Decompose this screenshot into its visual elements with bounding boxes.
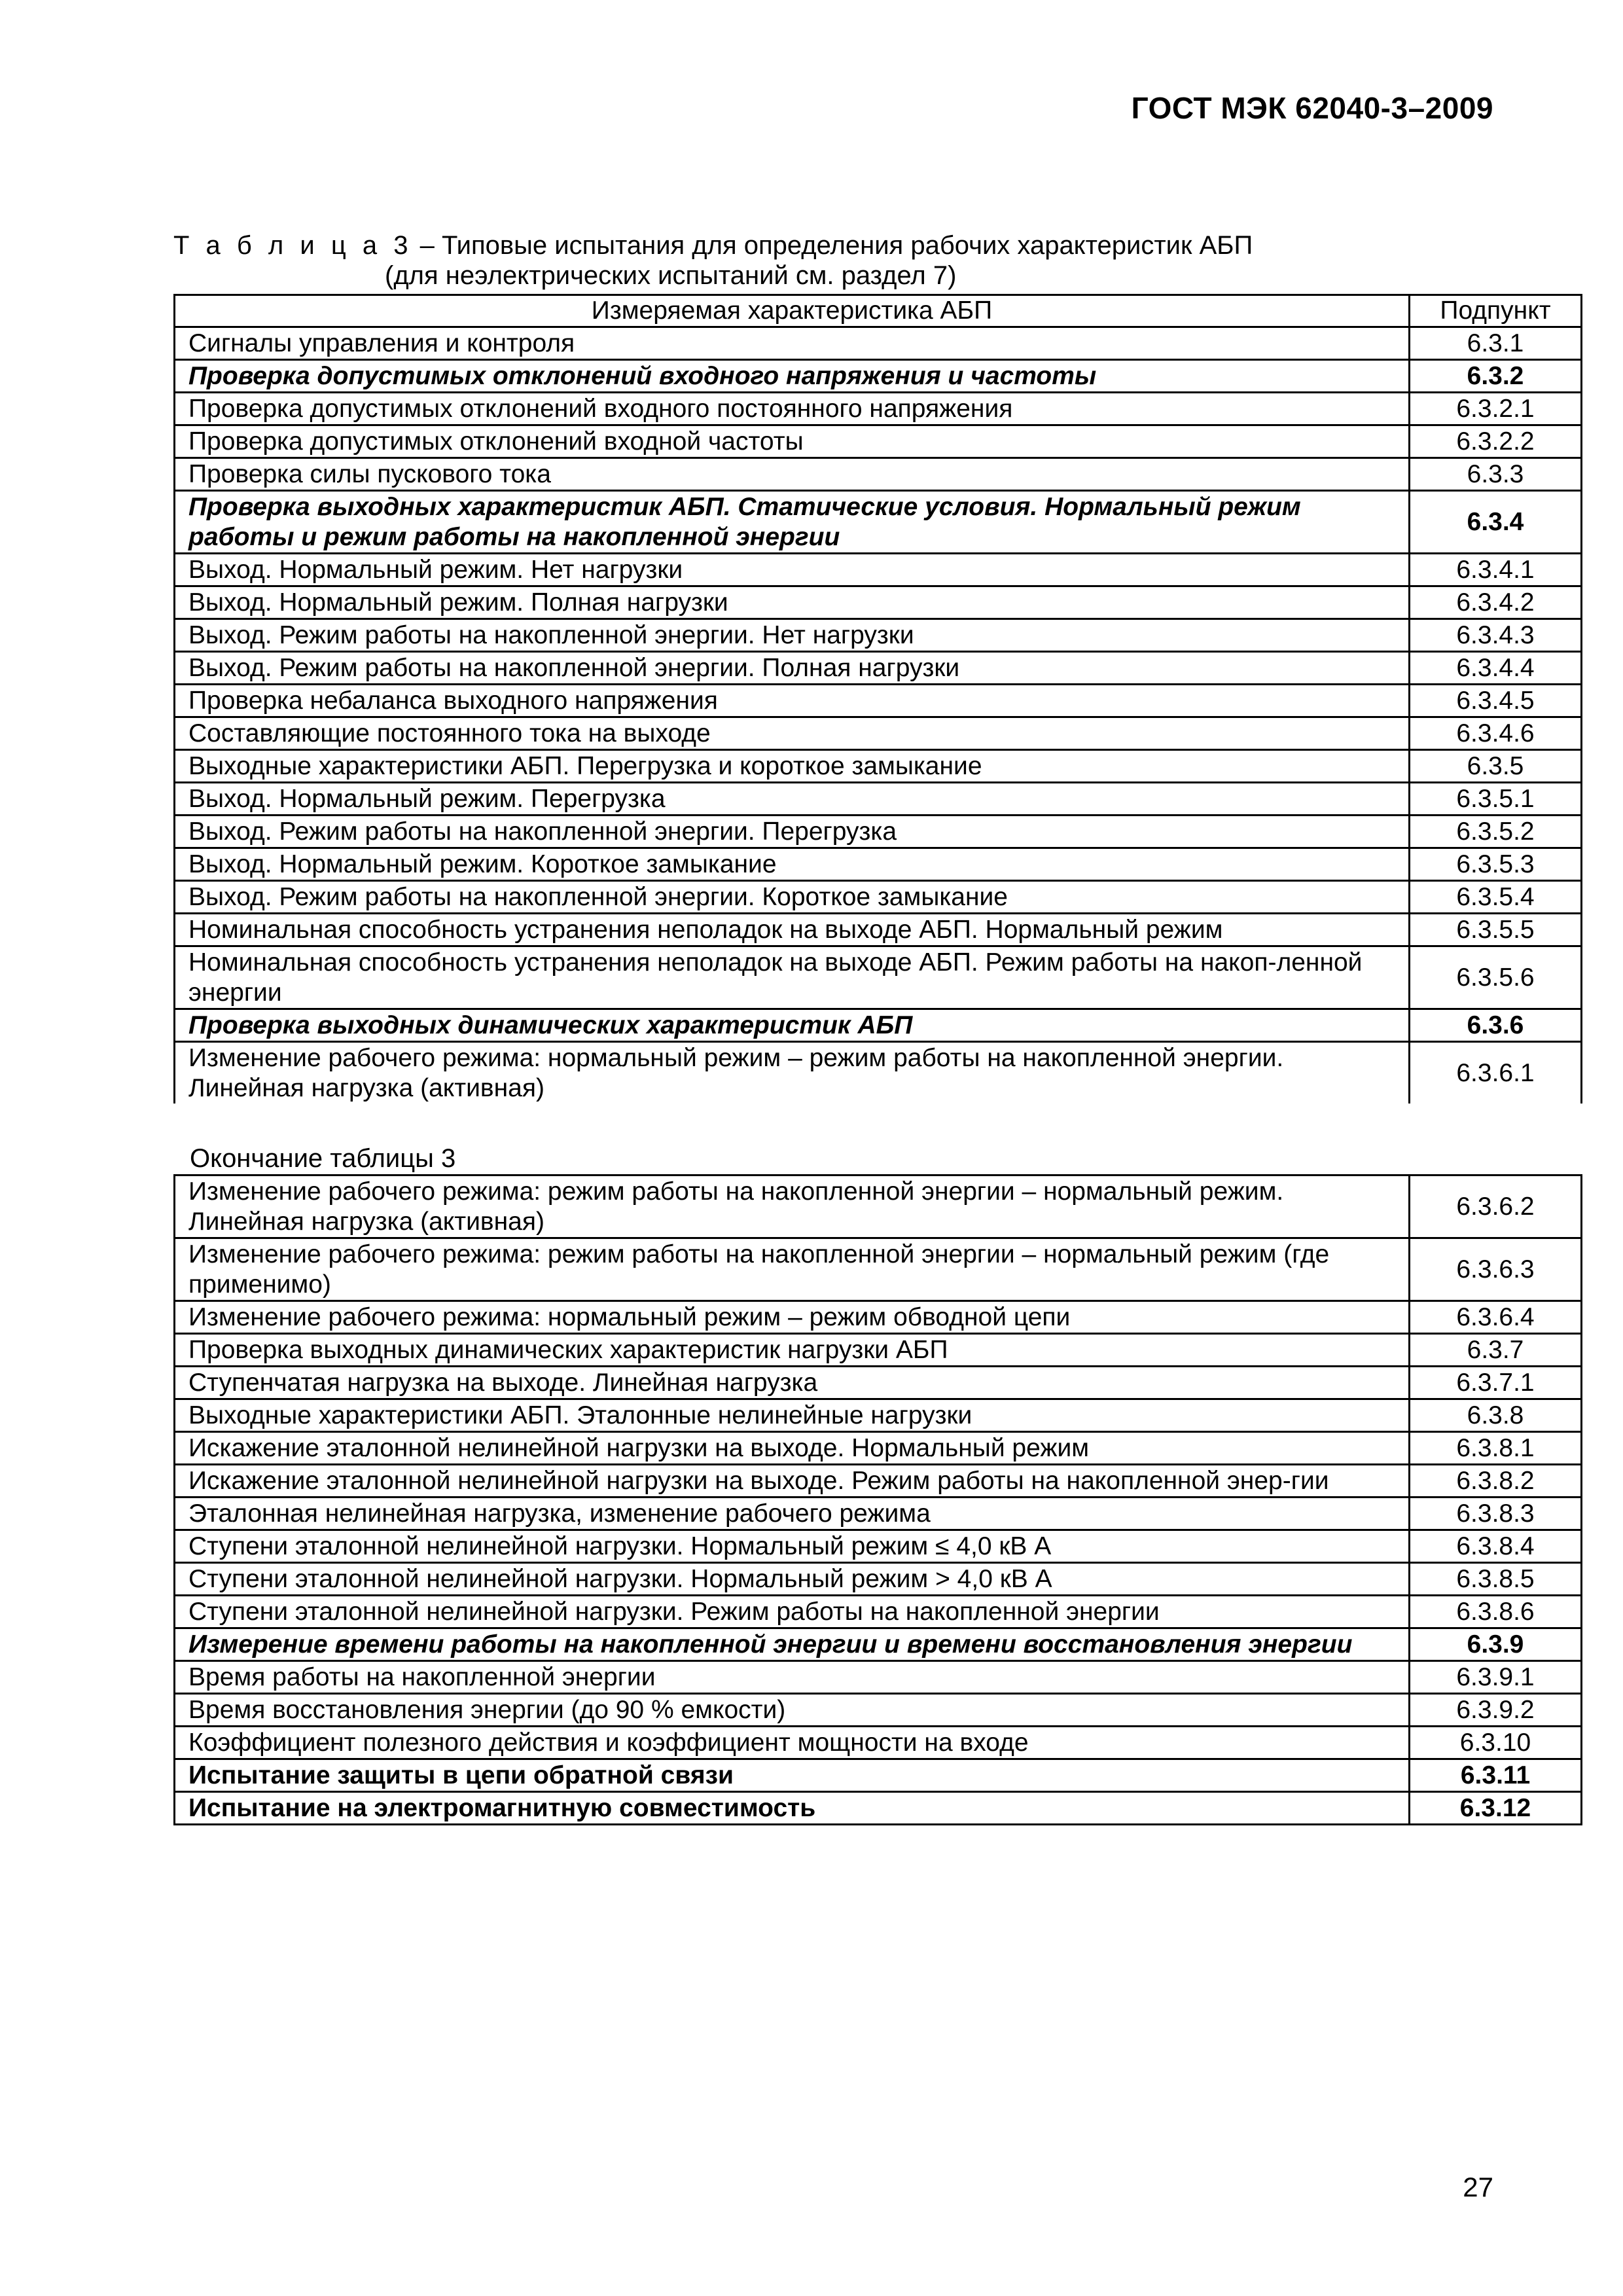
table-caption-note: (для неэлектрических испытаний см. раздел 7) (385, 261, 957, 290)
subclause-cell: 6.3.4.3 (1410, 619, 1582, 652)
characteristic-cell: Изменение рабочего режима: нормальный режим – режим обводной цепи (175, 1301, 1410, 1334)
table-body-part1 (175, 327, 1582, 1104)
characteristic-cell: Ступени эталонной нелинейной нагрузки. Нормальный режим > 4,0 кВ А (175, 1563, 1410, 1596)
characteristic-cell: Измерение времени работы на накопленной энергии и времени восстановления энергии (175, 1628, 1410, 1661)
table-row (175, 1042, 1582, 1104)
table-row (175, 554, 1582, 586)
characteristic-cell: Составляющие постоянного тока на выходе (175, 717, 1410, 750)
characteristic-cell: Испытание на электромагнитную совместимость (175, 1792, 1410, 1825)
subclause-cell: 6.3.8.4 (1410, 1530, 1582, 1563)
table-row (175, 491, 1582, 554)
characteristic-cell: Коэффициент полезного действия и коэффициент мощности на входе (175, 1727, 1410, 1759)
subclause-cell: 6.3.5.3 (1410, 848, 1582, 881)
page-number: 27 (1463, 2172, 1493, 2202)
tests-table-part1 (173, 294, 1582, 1103)
table-row (175, 1530, 1582, 1563)
table-row (175, 750, 1582, 783)
subclause-cell: 6.3.4.5 (1410, 685, 1582, 717)
subclause-cell: 6.3.2.1 (1410, 393, 1582, 425)
table-row (175, 914, 1582, 946)
table-row (175, 816, 1582, 848)
subclause-cell: 6.3.9 (1410, 1628, 1582, 1661)
characteristic-cell: Изменение рабочего режима: нормальный режим – режим работы на накопленной энергии. Линейная нагрузка (активная) (175, 1042, 1410, 1104)
table-row (175, 425, 1582, 458)
table-row (175, 1465, 1582, 1498)
characteristic-cell: Выходные характеристики АБП. Эталонные нелинейные нагрузки (175, 1399, 1410, 1432)
table-row (175, 1367, 1582, 1399)
table-row (175, 1334, 1582, 1367)
tests-table-part2 (173, 1174, 1582, 1825)
characteristic-cell: Ступенчатая нагрузка на выходе. Линейная нагрузка (175, 1367, 1410, 1399)
table-row (175, 619, 1582, 652)
characteristic-cell: Выход. Нормальный режим. Короткое замыкание (175, 848, 1410, 881)
characteristic-cell: Ступени эталонной нелинейной нагрузки. Нормальный режим ≤ 4,0 кВ А (175, 1530, 1410, 1563)
table-row (175, 1759, 1582, 1792)
table-row (175, 1628, 1582, 1661)
table-row (175, 1498, 1582, 1530)
subclause-cell: 6.3.8.1 (1410, 1432, 1582, 1465)
subclause-cell: 6.3.10 (1410, 1727, 1582, 1759)
table-row (175, 1661, 1582, 1694)
column-header-subclause: Подпункт (1410, 295, 1582, 327)
subclause-cell: 6.3.4.4 (1410, 652, 1582, 685)
subclause-cell: 6.3.4.6 (1410, 717, 1582, 750)
subclause-cell: 6.3.7 (1410, 1334, 1582, 1367)
characteristic-cell: Эталонная нелинейная нагрузка, изменение рабочего режима (175, 1498, 1410, 1530)
subclause-cell: 6.3.2 (1410, 360, 1582, 393)
characteristic-cell: Проверка допустимых отклонений входной частоты (175, 425, 1410, 458)
subclause-cell: 6.3.6 (1410, 1009, 1582, 1042)
subclause-cell: 6.3.1 (1410, 327, 1582, 360)
table-row (175, 586, 1582, 619)
table-caption (173, 230, 1253, 291)
table-row (175, 458, 1582, 491)
characteristic-cell: Время работы на накопленной энергии (175, 1661, 1410, 1694)
table-row (175, 881, 1582, 914)
column-header-characteristic: Измеряемая характеристика АБП (175, 295, 1410, 327)
characteristic-cell: Выход. Нормальный режим. Нет нагрузки (175, 554, 1410, 586)
characteristic-cell: Искажение эталонной нелинейной нагрузки на выходе. Нормальный режим (175, 1432, 1410, 1465)
table-caption-label: Т а б л и ц а 3 (173, 231, 413, 260)
subclause-cell: 6.3.6.3 (1410, 1238, 1582, 1301)
table-row (175, 946, 1582, 1009)
table-row (175, 1301, 1582, 1334)
subclause-cell: 6.3.6.1 (1410, 1042, 1582, 1104)
subclause-cell: 6.3.8.3 (1410, 1498, 1582, 1530)
subclause-cell: 6.3.9.1 (1410, 1661, 1582, 1694)
characteristic-cell: Выход. Режим работы на накопленной энергии. Нет нагрузки (175, 619, 1410, 652)
subclause-cell: 6.3.8.6 (1410, 1596, 1582, 1628)
characteristic-cell: Сигналы управления и контроля (175, 327, 1410, 360)
characteristic-cell: Искажение эталонной нелинейной нагрузки на выходе. Режим работы на накопленной энер-гии (175, 1465, 1410, 1498)
table-row (175, 393, 1582, 425)
table-body-part2 (175, 1175, 1582, 1825)
characteristic-cell: Номинальная способность устранения неполадок на выходе АБП. Режим работы на накоп-ленной энергии (175, 946, 1410, 1009)
characteristic-cell: Выход. Режим работы на накопленной энергии. Полная нагрузки (175, 652, 1410, 685)
table-row (175, 1792, 1582, 1825)
subclause-cell: 6.3.5.5 (1410, 914, 1582, 946)
characteristic-cell: Проверка выходных динамических характеристик АБП (175, 1009, 1410, 1042)
characteristic-cell: Время восстановления энергии (до 90 % емкости) (175, 1694, 1410, 1727)
subclause-cell: 6.3.9.2 (1410, 1694, 1582, 1727)
characteristic-cell: Проверка выходных характеристик АБП. Статические условия. Нормальный режим работы и режим работы на накопленной энергии (175, 491, 1410, 554)
table-row (175, 1399, 1582, 1432)
table-row (175, 783, 1582, 816)
table-continuation-label: Окончание таблицы 3 (190, 1144, 456, 1173)
subclause-cell: 6.3.2.2 (1410, 425, 1582, 458)
characteristic-cell: Проверка допустимых отклонений входного постоянного напряжения (175, 393, 1410, 425)
subclause-cell: 6.3.8.5 (1410, 1563, 1582, 1596)
characteristic-cell: Проверка выходных динамических характеристик нагрузки АБП (175, 1334, 1410, 1367)
table-row (175, 1563, 1582, 1596)
document-header: ГОСТ МЭК 62040-3–2009 (1131, 91, 1493, 125)
table-row (175, 1175, 1582, 1238)
subclause-cell: 6.3.7.1 (1410, 1367, 1582, 1399)
characteristic-cell: Выход. Нормальный режим. Перегрузка (175, 783, 1410, 816)
characteristic-cell: Выход. Режим работы на накопленной энергии. Перегрузка (175, 816, 1410, 848)
table-row (175, 1596, 1582, 1628)
table-row (175, 360, 1582, 393)
table-row (175, 1432, 1582, 1465)
characteristic-cell: Номинальная способность устранения неполадок на выходе АБП. Нормальный режим (175, 914, 1410, 946)
characteristic-cell: Изменение рабочего режима: режим работы на накопленной энергии – нормальный режим (где применимо) (175, 1238, 1410, 1301)
subclause-cell: 6.3.4 (1410, 491, 1582, 554)
characteristic-cell: Проверка допустимых отклонений входного напряжения и частоты (175, 360, 1410, 393)
table-header-row (175, 295, 1582, 327)
subclause-cell: 6.3.6.2 (1410, 1175, 1582, 1238)
table-row (175, 1694, 1582, 1727)
subclause-cell: 6.3.5 (1410, 750, 1582, 783)
table-row (175, 652, 1582, 685)
subclause-cell: 6.3.11 (1410, 1759, 1582, 1792)
characteristic-cell: Изменение рабочего режима: режим работы на накопленной энергии – нормальный режим. Линейная нагрузка (активная) (175, 1175, 1410, 1238)
subclause-cell: 6.3.5.2 (1410, 816, 1582, 848)
table-row (175, 1727, 1582, 1759)
subclause-cell: 6.3.5.1 (1410, 783, 1582, 816)
subclause-cell: 6.3.5.4 (1410, 881, 1582, 914)
characteristic-cell: Испытание защиты в цепи обратной связи (175, 1759, 1410, 1792)
characteristic-cell: Проверка небаланса выходного напряжения (175, 685, 1410, 717)
characteristic-cell: Выход. Нормальный режим. Полная нагрузки (175, 586, 1410, 619)
table-caption-title: – Типовые испытания для определения рабочих характеристик АБП (412, 231, 1253, 260)
table-row (175, 1009, 1582, 1042)
characteristic-cell: Ступени эталонной нелинейной нагрузки. Режим работы на накопленной энергии (175, 1596, 1410, 1628)
table-row (175, 717, 1582, 750)
table-row (175, 327, 1582, 360)
characteristic-cell: Проверка силы пускового тока (175, 458, 1410, 491)
table-row (175, 848, 1582, 881)
subclause-cell: 6.3.4.1 (1410, 554, 1582, 586)
subclause-cell: 6.3.3 (1410, 458, 1582, 491)
characteristic-cell: Выход. Режим работы на накопленной энергии. Короткое замыкание (175, 881, 1410, 914)
subclause-cell: 6.3.12 (1410, 1792, 1582, 1825)
subclause-cell: 6.3.4.2 (1410, 586, 1582, 619)
subclause-cell: 6.3.6.4 (1410, 1301, 1582, 1334)
subclause-cell: 6.3.8.2 (1410, 1465, 1582, 1498)
characteristic-cell: Выходные характеристики АБП. Перегрузка и короткое замыкание (175, 750, 1410, 783)
table-row (175, 685, 1582, 717)
table-row (175, 1238, 1582, 1301)
subclause-cell: 6.3.8 (1410, 1399, 1582, 1432)
subclause-cell: 6.3.5.6 (1410, 946, 1582, 1009)
